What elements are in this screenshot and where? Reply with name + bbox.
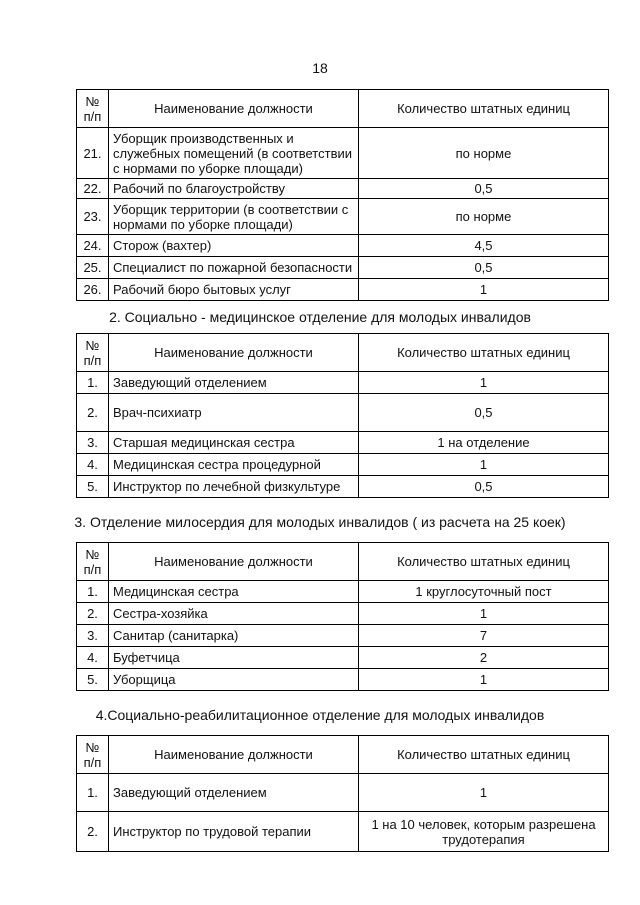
position-quantity: по норме (359, 128, 609, 179)
table-row (77, 279, 609, 301)
position-name: Уборщица (109, 669, 359, 691)
header-qty: Количество штатных единиц (359, 543, 609, 581)
table-row (77, 372, 609, 394)
header-name: Наименование должности (109, 334, 359, 372)
row-number: 24. (77, 235, 109, 257)
staff-table-continued (76, 89, 609, 301)
header-name: Наименование должности (109, 90, 359, 128)
position-quantity: 0,5 (359, 394, 609, 432)
staff-table-medical (76, 333, 609, 498)
position-name: Уборщик территории (в соответствии с нормами по уборке площади) (109, 199, 359, 235)
header-num: № п/п (77, 90, 109, 128)
staff-table-rehabilitation (76, 735, 609, 852)
position-quantity: 7 (359, 625, 609, 647)
row-number: 4. (77, 647, 109, 669)
row-number: 2. (77, 603, 109, 625)
header-qty: Количество штатных единиц (359, 736, 609, 774)
row-number: 5. (77, 476, 109, 498)
header-num: № п/п (77, 334, 109, 372)
section-title: 3. Отделение милосердия для молодых инвалидов ( из расчета на 25 коек) (74, 514, 566, 530)
table-row (77, 625, 609, 647)
table-header-row (77, 543, 609, 581)
position-quantity: 1 на 10 человек, которым разрешена трудотерапия (359, 812, 609, 852)
row-number: 3. (77, 432, 109, 454)
header-num: № п/п (77, 543, 109, 581)
position-name: Инструктор по лечебной физкультуре (109, 476, 359, 498)
table-row (77, 128, 609, 179)
position-name: Рабочий по благоустройству (109, 179, 359, 199)
table-row (77, 179, 609, 199)
position-name: Заведующий отделением (109, 774, 359, 812)
table-row (77, 432, 609, 454)
row-number: 4. (77, 454, 109, 476)
position-quantity: 0,5 (359, 476, 609, 498)
table-row (77, 257, 609, 279)
position-name: Сестра-хозяйка (109, 603, 359, 625)
section-title: 2. Социально - медицинское отделение для молодых инвалидов (109, 309, 531, 325)
position-name: Рабочий бюро бытовых услуг (109, 279, 359, 301)
position-name: Медицинская сестра процедурной (109, 454, 359, 476)
row-number: 26. (77, 279, 109, 301)
table-row (77, 454, 609, 476)
row-number: 1. (77, 774, 109, 812)
row-number: 2. (77, 812, 109, 852)
position-quantity: 2 (359, 647, 609, 669)
position-quantity: по норме (359, 199, 609, 235)
table-row (77, 774, 609, 812)
position-quantity: 1 (359, 603, 609, 625)
header-qty: Количество штатных единиц (359, 334, 609, 372)
header-qty: Количество штатных единиц (359, 90, 609, 128)
page-number: 18 (312, 60, 328, 76)
section-title: 4.Социально-реабилитационное отделение для молодых инвалидов (95, 707, 545, 723)
table-row (77, 812, 609, 852)
table-header-row (77, 334, 609, 372)
position-name: Уборщик производственных и служебных помещений (в соответствии с нормами по уборке площади) (109, 128, 359, 179)
position-name: Инструктор по трудовой терапии (109, 812, 359, 852)
table-row (77, 669, 609, 691)
position-name: Специалист по пожарной безопасности (109, 257, 359, 279)
table-header-row (77, 736, 609, 774)
row-number: 5. (77, 669, 109, 691)
staff-table-mercy (76, 542, 609, 691)
position-name: Сторож (вахтер) (109, 235, 359, 257)
row-number: 2. (77, 394, 109, 432)
position-name: Санитар (санитарка) (109, 625, 359, 647)
table-row (77, 581, 609, 603)
row-number: 22. (77, 179, 109, 199)
position-name: Врач-психиатр (109, 394, 359, 432)
position-quantity: 1 (359, 669, 609, 691)
table-row (77, 603, 609, 625)
position-name: Старшая медицинская сестра (109, 432, 359, 454)
table-header-row (77, 90, 609, 128)
header-name: Наименование должности (109, 543, 359, 581)
table-row (77, 235, 609, 257)
row-number: 3. (77, 625, 109, 647)
position-name: Буфетчица (109, 647, 359, 669)
table-row (77, 199, 609, 235)
row-number: 1. (77, 372, 109, 394)
table-row (77, 394, 609, 432)
position-quantity: 1 (359, 279, 609, 301)
row-number: 25. (77, 257, 109, 279)
position-quantity: 1 (359, 372, 609, 394)
table-row (77, 647, 609, 669)
position-quantity: 1 круглосуточный пост (359, 581, 609, 603)
position-quantity: 1 на отделение (359, 432, 609, 454)
position-name: Медицинская сестра (109, 581, 359, 603)
position-quantity: 1 (359, 774, 609, 812)
position-quantity: 0,5 (359, 257, 609, 279)
position-quantity: 4,5 (359, 235, 609, 257)
position-name: Заведующий отделением (109, 372, 359, 394)
header-num: № п/п (77, 736, 109, 774)
row-number: 21. (77, 128, 109, 179)
row-number: 1. (77, 581, 109, 603)
position-quantity: 0,5 (359, 179, 609, 199)
header-name: Наименование должности (109, 736, 359, 774)
table-row (77, 476, 609, 498)
row-number: 23. (77, 199, 109, 235)
position-quantity: 1 (359, 454, 609, 476)
